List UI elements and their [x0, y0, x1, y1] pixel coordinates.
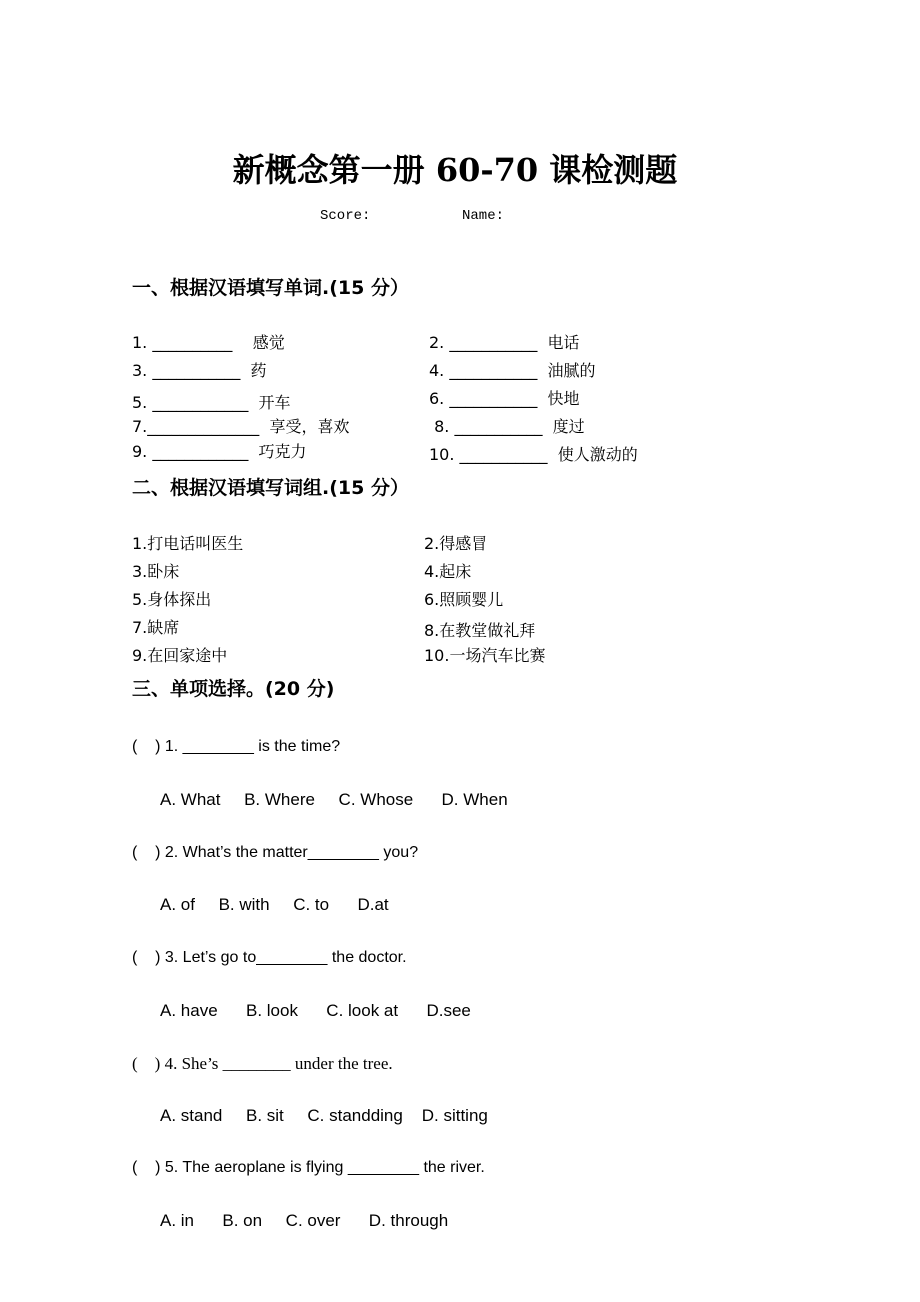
- question-3-options: A. have B. look C. look at D.see: [160, 1001, 471, 1020]
- name-label: Name:: [462, 208, 505, 224]
- phrase-item: 5.身体探出: [132, 590, 212, 609]
- phrase-item: 6.照顾婴儿: [424, 590, 504, 609]
- question-4: ( ) 4. She’s ________ under the tree.: [132, 1054, 393, 1073]
- question-1-options: A. What B. Where C. Whose D. When: [160, 790, 508, 809]
- phrase-item: 8.在教堂做礼拜: [424, 621, 536, 640]
- vocab-item: 8. ___________ 度过: [429, 417, 585, 436]
- question-3: ( ) 3. Let’s go to________ the doctor.: [132, 949, 407, 966]
- phrase-item: 2.得感冒: [424, 534, 488, 553]
- question-1: ( ) 1. ________ is the time?: [132, 738, 341, 755]
- vocab-item: 4. ___________ 油腻的: [429, 361, 596, 380]
- phrase-item: 7.缺席: [132, 618, 180, 637]
- question-2-options: A. of B. with C. to D.at: [160, 895, 389, 914]
- question-2: ( ) 2. What’s the matter________ you?: [132, 844, 419, 861]
- page-title: 新概念第一册 60-70 课检测题: [232, 151, 678, 189]
- phrase-item: 4.起床: [424, 562, 472, 581]
- section2-heading: 二、根据汉语填写词组.(15 分）: [132, 477, 409, 499]
- question-5: ( ) 5. The aeroplane is flying ________ the river.: [132, 1159, 485, 1176]
- phrase-item: 9.在回家途中: [132, 646, 228, 665]
- phrase-item: 10.一场汽车比赛: [424, 646, 546, 665]
- question-5-options: A. in B. on C. over D. through: [160, 1211, 449, 1230]
- section3-heading: 三、单项选择。(20 分): [132, 678, 335, 700]
- vocab-item: 1. __________ 感觉: [132, 333, 285, 352]
- phrase-item: 1.打电话叫医生: [132, 534, 244, 553]
- vocab-item: 3. ___________ 药: [132, 361, 267, 380]
- vocab-item: 5. ____________ 开车: [132, 393, 291, 412]
- question-4-options: A. stand B. sit C. standding D. sitting: [160, 1106, 488, 1125]
- vocab-item: 7.______________ 享受，喜欢: [132, 417, 350, 436]
- phrase-item: 3.卧床: [132, 562, 180, 581]
- score-label: Score:: [320, 208, 371, 224]
- vocab-item: 10. ___________ 使人激动的: [429, 445, 638, 464]
- vocab-item: 6. ___________ 快地: [429, 389, 580, 408]
- vocab-item: 2. ___________ 电话: [429, 333, 580, 352]
- vocab-item: 9. ____________ 巧克力: [132, 442, 307, 461]
- section1-heading: 一、根据汉语填写单词.(15 分）: [132, 277, 409, 299]
